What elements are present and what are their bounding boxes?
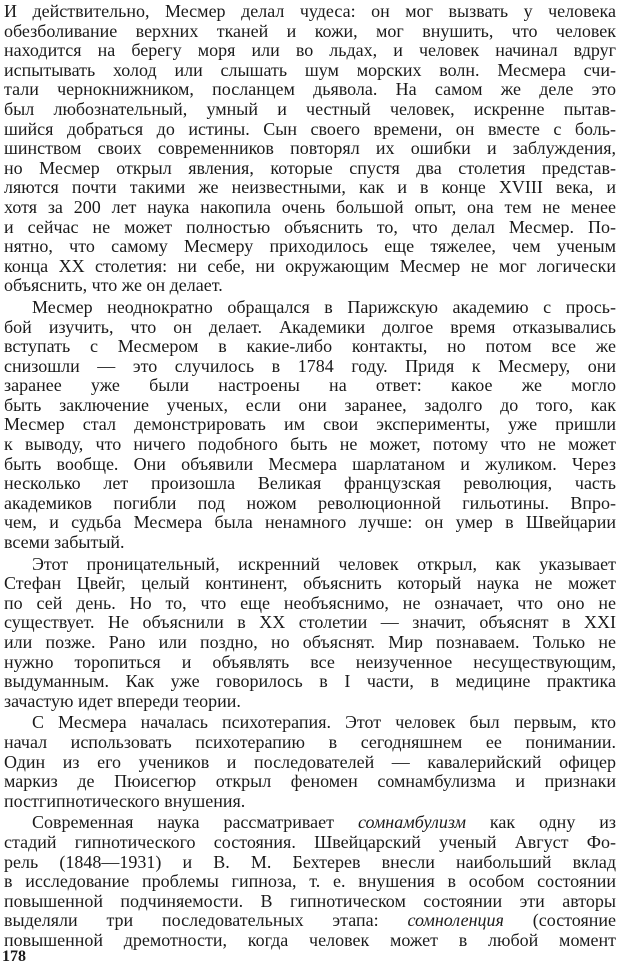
text-line (4, 892, 616, 912)
text-segment: чем, и судьба Месмера была ненамного лучше: он умер в Швейцарии (4, 512, 616, 533)
text-line (4, 178, 616, 198)
paragraph (4, 713, 616, 811)
paragraph (4, 813, 616, 950)
text-line (4, 672, 616, 692)
text-line (4, 198, 616, 218)
text-segment: вступать с Месмером в какие-либо контакты, но потом все же (4, 336, 616, 357)
paragraph (4, 555, 616, 712)
text-line (4, 318, 616, 338)
text-line (4, 100, 616, 120)
text-line (4, 2, 616, 22)
text-line (4, 41, 616, 61)
text-line (4, 357, 616, 377)
text-line (4, 594, 616, 614)
text-line (4, 257, 616, 277)
text-segment: повышенной подчиняемости. В гипнотическом состоянии эти авторы (4, 890, 616, 911)
text-line (4, 533, 616, 553)
text-segment: но Месмер открыл явления, которые спустя два столетия представ- (4, 157, 616, 178)
italic-term: сомноленция (407, 910, 504, 931)
text-segment: по сей день. Но то, что еще необъяснимо, не означает, что оно не (4, 592, 616, 613)
text-line (4, 494, 616, 514)
text-line (4, 853, 616, 873)
book-page-text (4, 2, 616, 953)
text-segment: С Месмера началась психотерапия. Этот человек был первым, кто (32, 712, 616, 733)
text-line (4, 139, 616, 159)
text-line (4, 872, 616, 892)
text-line (4, 792, 616, 812)
text-segment: снизошли — это случилось в 1784 году. Придя к Месмеру, они (4, 355, 616, 376)
text-line (4, 513, 616, 533)
text-segment: обезболивание верхних тканей и кожи, мог внушить, что человек (4, 20, 616, 41)
text-line (4, 376, 616, 396)
text-line (4, 276, 616, 296)
text-segment: постгипнотического внушения. (4, 790, 246, 811)
italic-term: сомнамбулизм (357, 812, 466, 833)
text-segment: Стефан Цвейг, целый континент, объяснить который наука не может (4, 573, 616, 594)
text-segment: к выводу, что ничего подобного быть не может, потому что не может (4, 434, 616, 455)
text-line (4, 455, 616, 475)
text-segment: шинством своих современников повторял их ошибки и заблуждения, (4, 138, 616, 159)
text-segment: хотя за 200 лет наука накопила очень большой опыт, она тем не менее (4, 196, 616, 217)
text-segment: был любознательный, умный и честный человек, искренне пытав- (4, 98, 616, 119)
text-segment: шийся добраться до истины. Сын своего времени, он вместе с боль- (4, 118, 616, 139)
text-segment: повышенной дремотности, когда человек может в любой момент (4, 929, 616, 950)
text-segment: академиков погибли под ножом революционной гильотины. Впро- (4, 492, 616, 513)
text-segment: заранее уже были настроены на ответ: какое же могло (4, 375, 616, 396)
text-line (4, 337, 616, 357)
text-line (4, 613, 616, 633)
text-segment: как одну из (465, 812, 616, 833)
text-line (4, 753, 616, 773)
text-segment: И действительно, Месмер делал чудеса: он мог вызвать у человека (4, 1, 616, 21)
text-line (4, 772, 616, 792)
text-line (4, 931, 616, 951)
text-segment: рель (1848—1931) и В. М. Бехтерев внесли наибольший вклад (4, 851, 616, 872)
text-segment: Месмер стал демонстрировать им свои эксперименты, уже пришли (4, 414, 616, 435)
text-line (4, 653, 616, 673)
text-line (4, 237, 616, 257)
text-segment: Этот проницательный, искренний человек открыл, как указывает (32, 553, 616, 574)
paragraph (4, 298, 616, 553)
text-segment: нятно, что самому Месмеру приходилось еще тяжелее, чем ученым (4, 236, 616, 257)
text-segment: несколько лет произошла Великая французская революция, часть (4, 473, 616, 494)
text-segment: начал использовать психотерапию в сегодняшнем ее понимании. (4, 731, 616, 752)
text-line (4, 415, 616, 435)
text-segment: быть заключение ученых, если они заранее, задолго до того, как (4, 394, 616, 415)
text-segment: испытывать холод или слышать шум морских волн. Месмера счи- (4, 59, 616, 80)
text-line (4, 120, 616, 140)
text-line (4, 396, 616, 416)
text-segment: нужно торопиться и объявлять все неизученное несуществующим, (4, 651, 616, 672)
text-segment: выдуманным. Как уже говорилось в I части, в медицине практика (4, 671, 616, 692)
text-segment: стадий гипнотического состояния. Швейцарский ученый Август Фо- (4, 831, 616, 852)
page-number: 178 (2, 948, 26, 965)
text-segment: бой изучить, что он делает. Академики долгое время отказывались (4, 316, 616, 337)
text-line (4, 911, 616, 931)
text-segment: всеми забытый. (4, 532, 125, 553)
text-segment: (состояние (503, 910, 617, 931)
text-segment: существует. Не объяснили в XX столетии — значит, объяснят в XXI (4, 612, 616, 633)
text-line (4, 435, 616, 455)
text-line (4, 833, 616, 853)
text-segment: быть вообще. Они объявили Месмера шарлатаном и жуликом. Через (4, 453, 616, 474)
text-segment: Современная наука рассматривает (32, 812, 358, 833)
text-line (4, 555, 616, 575)
text-line (4, 218, 616, 238)
text-segment: объяснить, что же он делает. (4, 275, 223, 296)
text-segment: тали чернокнижником, посланцем дьявола. На самом же деле это (4, 79, 616, 100)
text-line (4, 733, 616, 753)
text-line (4, 633, 616, 653)
text-line (4, 713, 616, 733)
text-line (4, 80, 616, 100)
text-line (4, 692, 616, 712)
text-line (4, 813, 616, 833)
text-segment: Один из его учеников и последователей — кавалерийский офицер (4, 751, 616, 772)
text-segment: Месмер неоднократно обращался в Парижскую академию с прось- (32, 296, 616, 317)
text-line (4, 574, 616, 594)
text-segment: в исследование проблемы гипноза, т. е. внушения в особом состоянии (4, 871, 616, 892)
text-line (4, 22, 616, 42)
text-segment: находится на берегу моря или во льдах, и человек начинал вдруг (4, 40, 616, 61)
text-line (4, 474, 616, 494)
text-segment: зачастую идет впереди теории. (4, 690, 241, 711)
text-line (4, 298, 616, 318)
paragraph (4, 2, 616, 296)
text-segment: и сейчас не может полностью объяснить то, что делал Месмер. По- (4, 216, 616, 237)
text-segment: выделяли три последовательных этапа: (4, 910, 408, 931)
text-segment: маркиз де Пюисегюр открыл феномен сомнамбулизма и признаки (4, 771, 616, 792)
text-segment: ляются почти такими же неизвестными, как и в конце XVIII века, и (4, 177, 616, 198)
text-line (4, 61, 616, 81)
text-segment: конца XX столетия: ни себе, ни окружающим Месмер не мог логически (4, 255, 616, 276)
text-line (4, 159, 616, 179)
text-segment: или позже. Рано или поздно, но объяснят. Мир познаваем. Только не (4, 632, 616, 652)
